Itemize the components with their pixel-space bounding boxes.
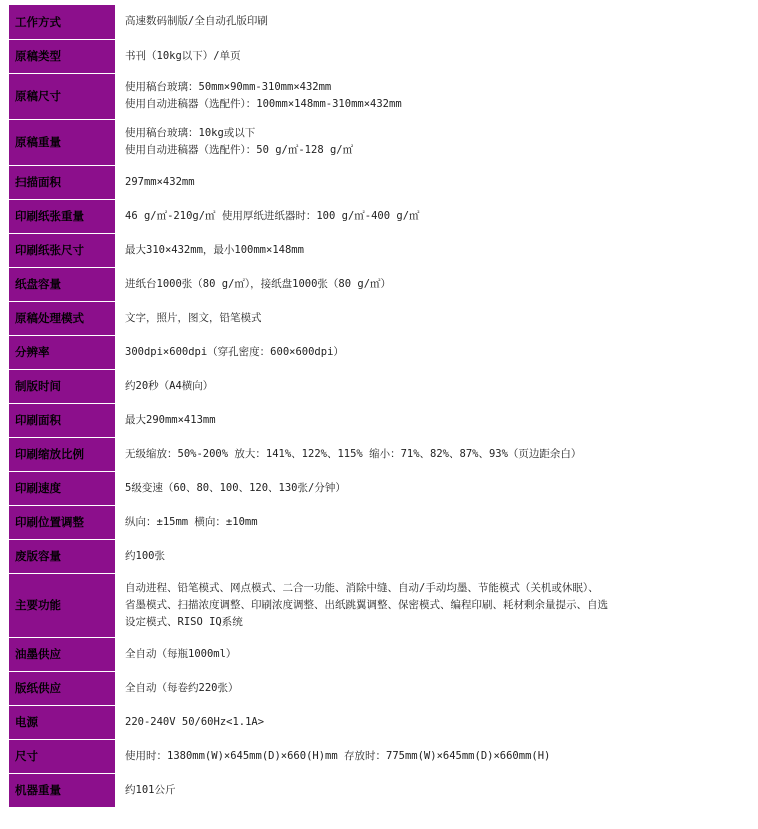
spec-label: 原稿重量	[9, 119, 116, 165]
spec-value-line: 5级变速（60、80、100、120、130张/分钟）	[125, 481, 346, 494]
spec-row	[9, 369, 755, 403]
spec-label: 印刷速度	[9, 471, 116, 505]
spec-label: 版纸供应	[9, 671, 116, 705]
spec-value-line: 文字，照片，图文，铅笔模式	[125, 311, 262, 324]
spec-value	[116, 505, 755, 539]
spec-value	[116, 539, 755, 573]
spec-table-body	[9, 5, 755, 807]
spec-label: 印刷面积	[9, 403, 116, 437]
spec-value	[116, 119, 755, 165]
spec-label: 油墨供应	[9, 637, 116, 671]
spec-value-line: 全自动（每卷约220张）	[125, 681, 239, 694]
spec-label: 分辨率	[9, 335, 116, 369]
spec-row	[9, 403, 755, 437]
spec-label: 工作方式	[9, 5, 116, 39]
spec-value	[116, 165, 755, 199]
spec-row	[9, 119, 755, 165]
spec-value	[116, 73, 755, 119]
spec-label: 电源	[9, 705, 116, 739]
spec-value-line: 省墨模式、扫描浓度调整、印刷浓度调整、出纸跳翼调整、保密模式、编程印刷、耗材剩余量提示、自选	[125, 598, 608, 611]
spec-value-line: 使用稿台玻璃：10kg或以下	[125, 127, 256, 139]
spec-value-line: 约100张	[125, 549, 165, 562]
spec-value-line: 使用时：1380mm(W)×645mm(D)×660(H)mm 存放时：775mm(W)×645mm(D)×660mm(H)	[125, 749, 551, 762]
spec-value-line: 全自动（每瓶1000ml）	[125, 647, 237, 660]
spec-value-line: 约101公斤	[125, 783, 176, 796]
spec-value-line: 无级缩放：50%-200% 放大：141%、122%、115% 缩小：71%、82%、87%、93%（页边距余白）	[125, 447, 582, 460]
spec-value	[116, 739, 755, 773]
spec-value	[116, 39, 755, 73]
spec-row	[9, 165, 755, 199]
spec-value	[116, 637, 755, 671]
spec-value	[116, 233, 755, 267]
spec-value	[116, 773, 755, 807]
spec-value	[116, 471, 755, 505]
spec-value-line: 使用稿台玻璃：50mm×90mm-310mm×432mm	[125, 81, 332, 93]
spec-value	[116, 403, 755, 437]
spec-value-line: 纵向：±15mm 横向：±10mm	[125, 515, 258, 528]
spec-label: 原稿类型	[9, 39, 116, 73]
spec-value	[116, 199, 755, 233]
spec-value	[116, 437, 755, 471]
spec-row	[9, 335, 755, 369]
spec-label: 主要功能	[9, 573, 116, 637]
spec-row	[9, 705, 755, 739]
spec-label: 印刷位置调整	[9, 505, 116, 539]
spec-value	[116, 705, 755, 739]
spec-value-line: 使用自动进稿器（选配件）：50 g/㎡-128 g/㎡	[125, 144, 354, 156]
spec-row	[9, 671, 755, 705]
spec-value-line: 进纸台1000张（80 g/㎡），接纸盘1000张（80 g/㎡）	[125, 277, 392, 290]
spec-value-line: 220-240V 50/60Hz<1.1A>	[125, 715, 265, 728]
spec-value-line: 最大310×432mm，最小100mm×148mm	[125, 243, 304, 256]
spec-value-line: 最大290mm×413mm	[125, 413, 216, 426]
spec-row	[9, 39, 755, 73]
spec-value	[116, 671, 755, 705]
spec-label: 纸盘容量	[9, 267, 116, 301]
spec-value	[116, 335, 755, 369]
spec-table	[9, 5, 755, 808]
spec-label: 扫描面积	[9, 165, 116, 199]
spec-row	[9, 267, 755, 301]
spec-row	[9, 233, 755, 267]
spec-label: 尺寸	[9, 739, 116, 773]
spec-row	[9, 471, 755, 505]
spec-label: 废版容量	[9, 539, 116, 573]
spec-row	[9, 199, 755, 233]
spec-row	[9, 637, 755, 671]
spec-value-line: 自动进程、铅笔模式、网点模式、二合一功能、消除中缝、自动/手动均墨、节能模式（关机或休眠）、	[125, 581, 599, 594]
spec-value-line: 设定模式、RISO IQ系统	[125, 615, 243, 628]
spec-row	[9, 437, 755, 471]
spec-row	[9, 773, 755, 807]
spec-value	[116, 267, 755, 301]
spec-value	[116, 301, 755, 335]
spec-row	[9, 301, 755, 335]
spec-label: 印刷纸张重量	[9, 199, 116, 233]
spec-row	[9, 539, 755, 573]
spec-value-line: 约20秒（A4横向）	[125, 379, 214, 392]
spec-value-line: 300dpi×600dpi（穿孔密度：600×600dpi）	[125, 345, 344, 358]
spec-label: 印刷纸张尺寸	[9, 233, 116, 267]
spec-row	[9, 739, 755, 773]
spec-value-line: 46 g/㎡-210g/㎡ 使用厚纸进纸器时：100 g/㎡-400 g/㎡	[125, 209, 420, 222]
spec-label: 机器重量	[9, 773, 116, 807]
spec-value	[116, 573, 755, 637]
spec-value	[116, 5, 755, 39]
spec-value-line: 297mm×432mm	[125, 175, 195, 188]
spec-label: 原稿处理模式	[9, 301, 116, 335]
spec-label: 原稿尺寸	[9, 73, 116, 119]
spec-row	[9, 5, 755, 39]
spec-row	[9, 573, 755, 637]
spec-value	[116, 369, 755, 403]
spec-row	[9, 73, 755, 119]
spec-label: 制版时间	[9, 369, 116, 403]
spec-label: 印刷缩放比例	[9, 437, 116, 471]
spec-value-line: 高速数码制版/全自动孔版印刷	[125, 15, 268, 28]
spec-row	[9, 505, 755, 539]
spec-value-line: 使用自动进稿器（选配件）：100mm×148mm-310mm×432mm	[125, 98, 402, 110]
spec-value-line: 书刊（10kg以下）/单页	[125, 49, 241, 62]
